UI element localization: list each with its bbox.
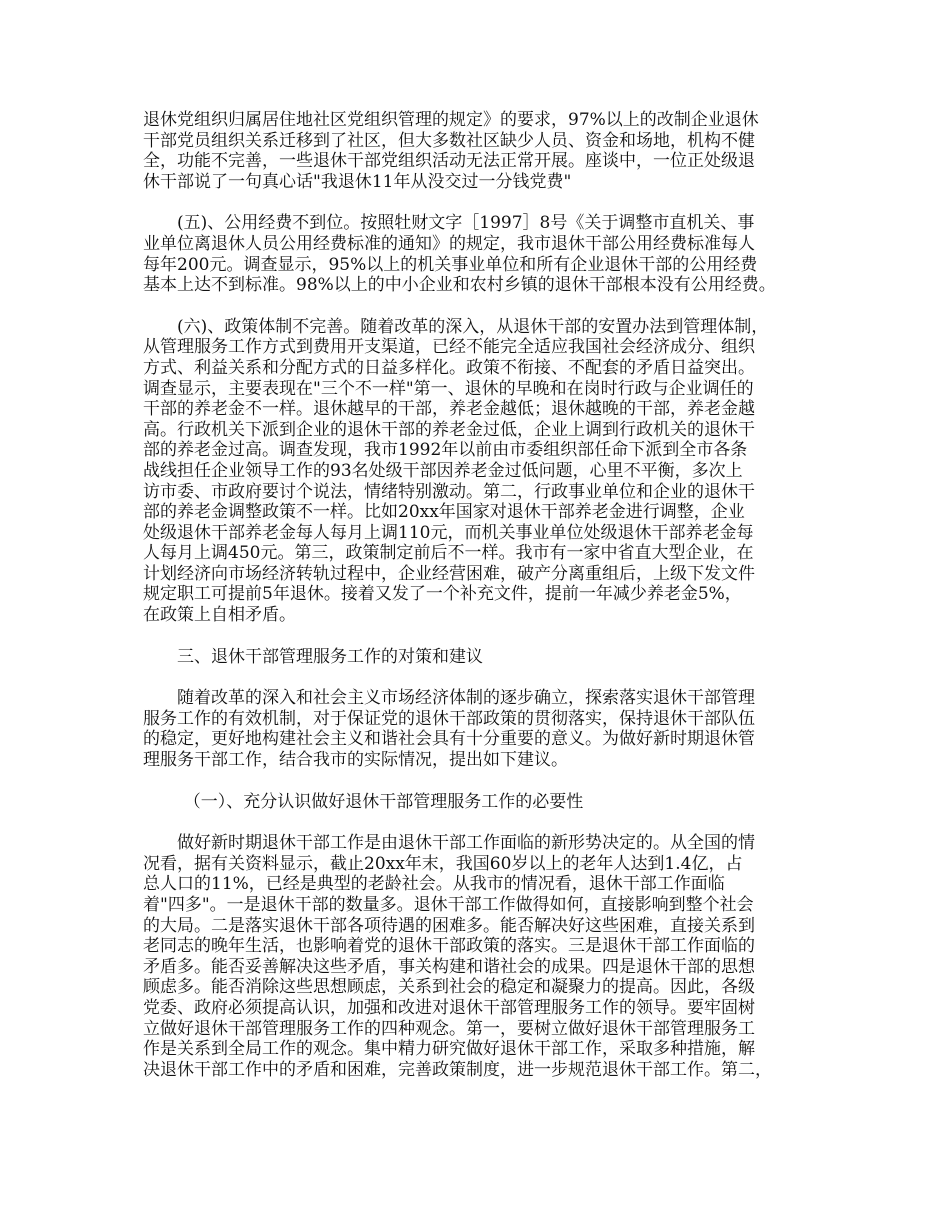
subsection-heading-necessity: （一）、充分认识做好退休干部管理服务工作的必要性 — [183, 791, 584, 812]
paragraph-new-situation: 做好新时期退休干部工作是由退休干部工作面临的新形势决定的。从全国的情 况看，据有关资料显示，截止20xx年末，我国60岁以上的老年人达到1.4亿，占 总人口的11%，已经是典型的老龄社会。从我市的情况看，退休干部工作面临 着"四多"。一是退休干部的数量多。退休干部工作做得如何，直接影响到整个社会 的大局。二是落实退休干部各项待遇的困难多。能否解决好这些困难，直接关系到 老同志的晚年生活，也影响着党的退休干部政策的落实。三是退休干部工作面临的 矛盾多。能否妥善解决这些矛盾，事关构建和谐社会的成果。四是退休干部的思想 顾虑多。能否消除这些思想顾虑，关系到社会的稳定和凝聚力的提高。因此，各级 党委、政府必须提高认识，加强和改进对退休干部管理服务工作的领导。要牢固树 立做好退休干部管理服务工作的四种观念。第一，要树立做好退休干部管理服务工 作是关系到全局工作的观念。集中精力研究做好退休干部工作，采取多种措施，解 决退休干部工作中的矛盾和困难，完善政策制度，进一步规范退休干部工作。第二， — [143, 833, 772, 1080]
section-heading-countermeasures: 三、退休干部管理服务工作的对策和建议 — [177, 646, 483, 667]
paragraph-policy-system: (六)、政策体制不完善。随着改革的深入，从退休干部的安置办法到管理体制， 从管理服务工作方式到费用开支渠道，已经不能完全适应我国社会经济成分、组织 方式、利益关系和分配方式的日益多样化。政策不衔接、不配套的矛盾日益突出。 调查显示，主要表现在"三个不一样"第一、退休的早晚和在岗时行政与企业调任的 干部的养老金不一样。退休越早的干部，养老金越低；退休越晚的干部，养老金越 高。行政机关下派到企业的退休干部的养老金过低，企业上调到行政机关的退休干 部的养老金过高。调查发现，我市1992年以前由市委组织部任命下派到全市各条 战线担任企业领导工作的93名处级干部因养老金过低问题，心里不平衡，多次上 访市委、市政府要讨个说法，情绪特别激动。第二，行政事业单位和企业的退休干 部的养老金调整政策不一样。比如20xx年国家对退休干部养老金进行调整，企业 处级退休干部养老金每人每月上调110元，而机关事业单位处级退休干部养老金每 人每月上调450元。第三，政策制定前后不一样。我市有一家中省直大型企业，在 计划经济向市场经济转轨过程中，企业经营困难，破产分离重组后，上级下发文件 规定职工可提前5年退休。接着又发了一个补充文件，提前一年减少养老金5%， 在政策上自相矛盾。 — [143, 316, 769, 626]
paragraph-introduction: 随着改革的深入和社会主义市场经济体制的逐步确立，探索落实退休干部管理 服务工作的有效机制，对于保证党的退休干部政策的贯彻落实，保持退休干部队伍 的稳定，更好地构建社会主义和谐社会具有十分重要的意义。为做好新时期退休管 理服务干部工作，结合我市的实际情况，提出如下建议。 — [143, 688, 755, 771]
document-page — [143, 110, 823, 1101]
paragraph-party-organization: 退休党组织归属居住地社区党组织管理的规定》的要求，97%以上的改制企业退休 干部党员组织关系迁移到了社区，但大多数社区缺少人员、资金和场地，机构不健 全，功能不完善，一些退休干部党组织活动无法正常开展。座谈中，一位正处级退 休干部说了一句真心话"我退休11年从没交过一分钱党费" — [143, 110, 759, 192]
paragraph-public-funds: (五)、公用经费不到位。按照牡财文字［1997］8号《关于调整市直机关、事 业单位离退休人员公用经费标准的通知》的规定，我市退休干部公用经费标准每人 每年200元。调查显示，95%以上的机关事业单位和所有企业退休干部的公用经费 基本上达不到标准。98%以上的中小企业和农村乡镇的退休干部根本没有公用经费。 — [143, 213, 776, 296]
